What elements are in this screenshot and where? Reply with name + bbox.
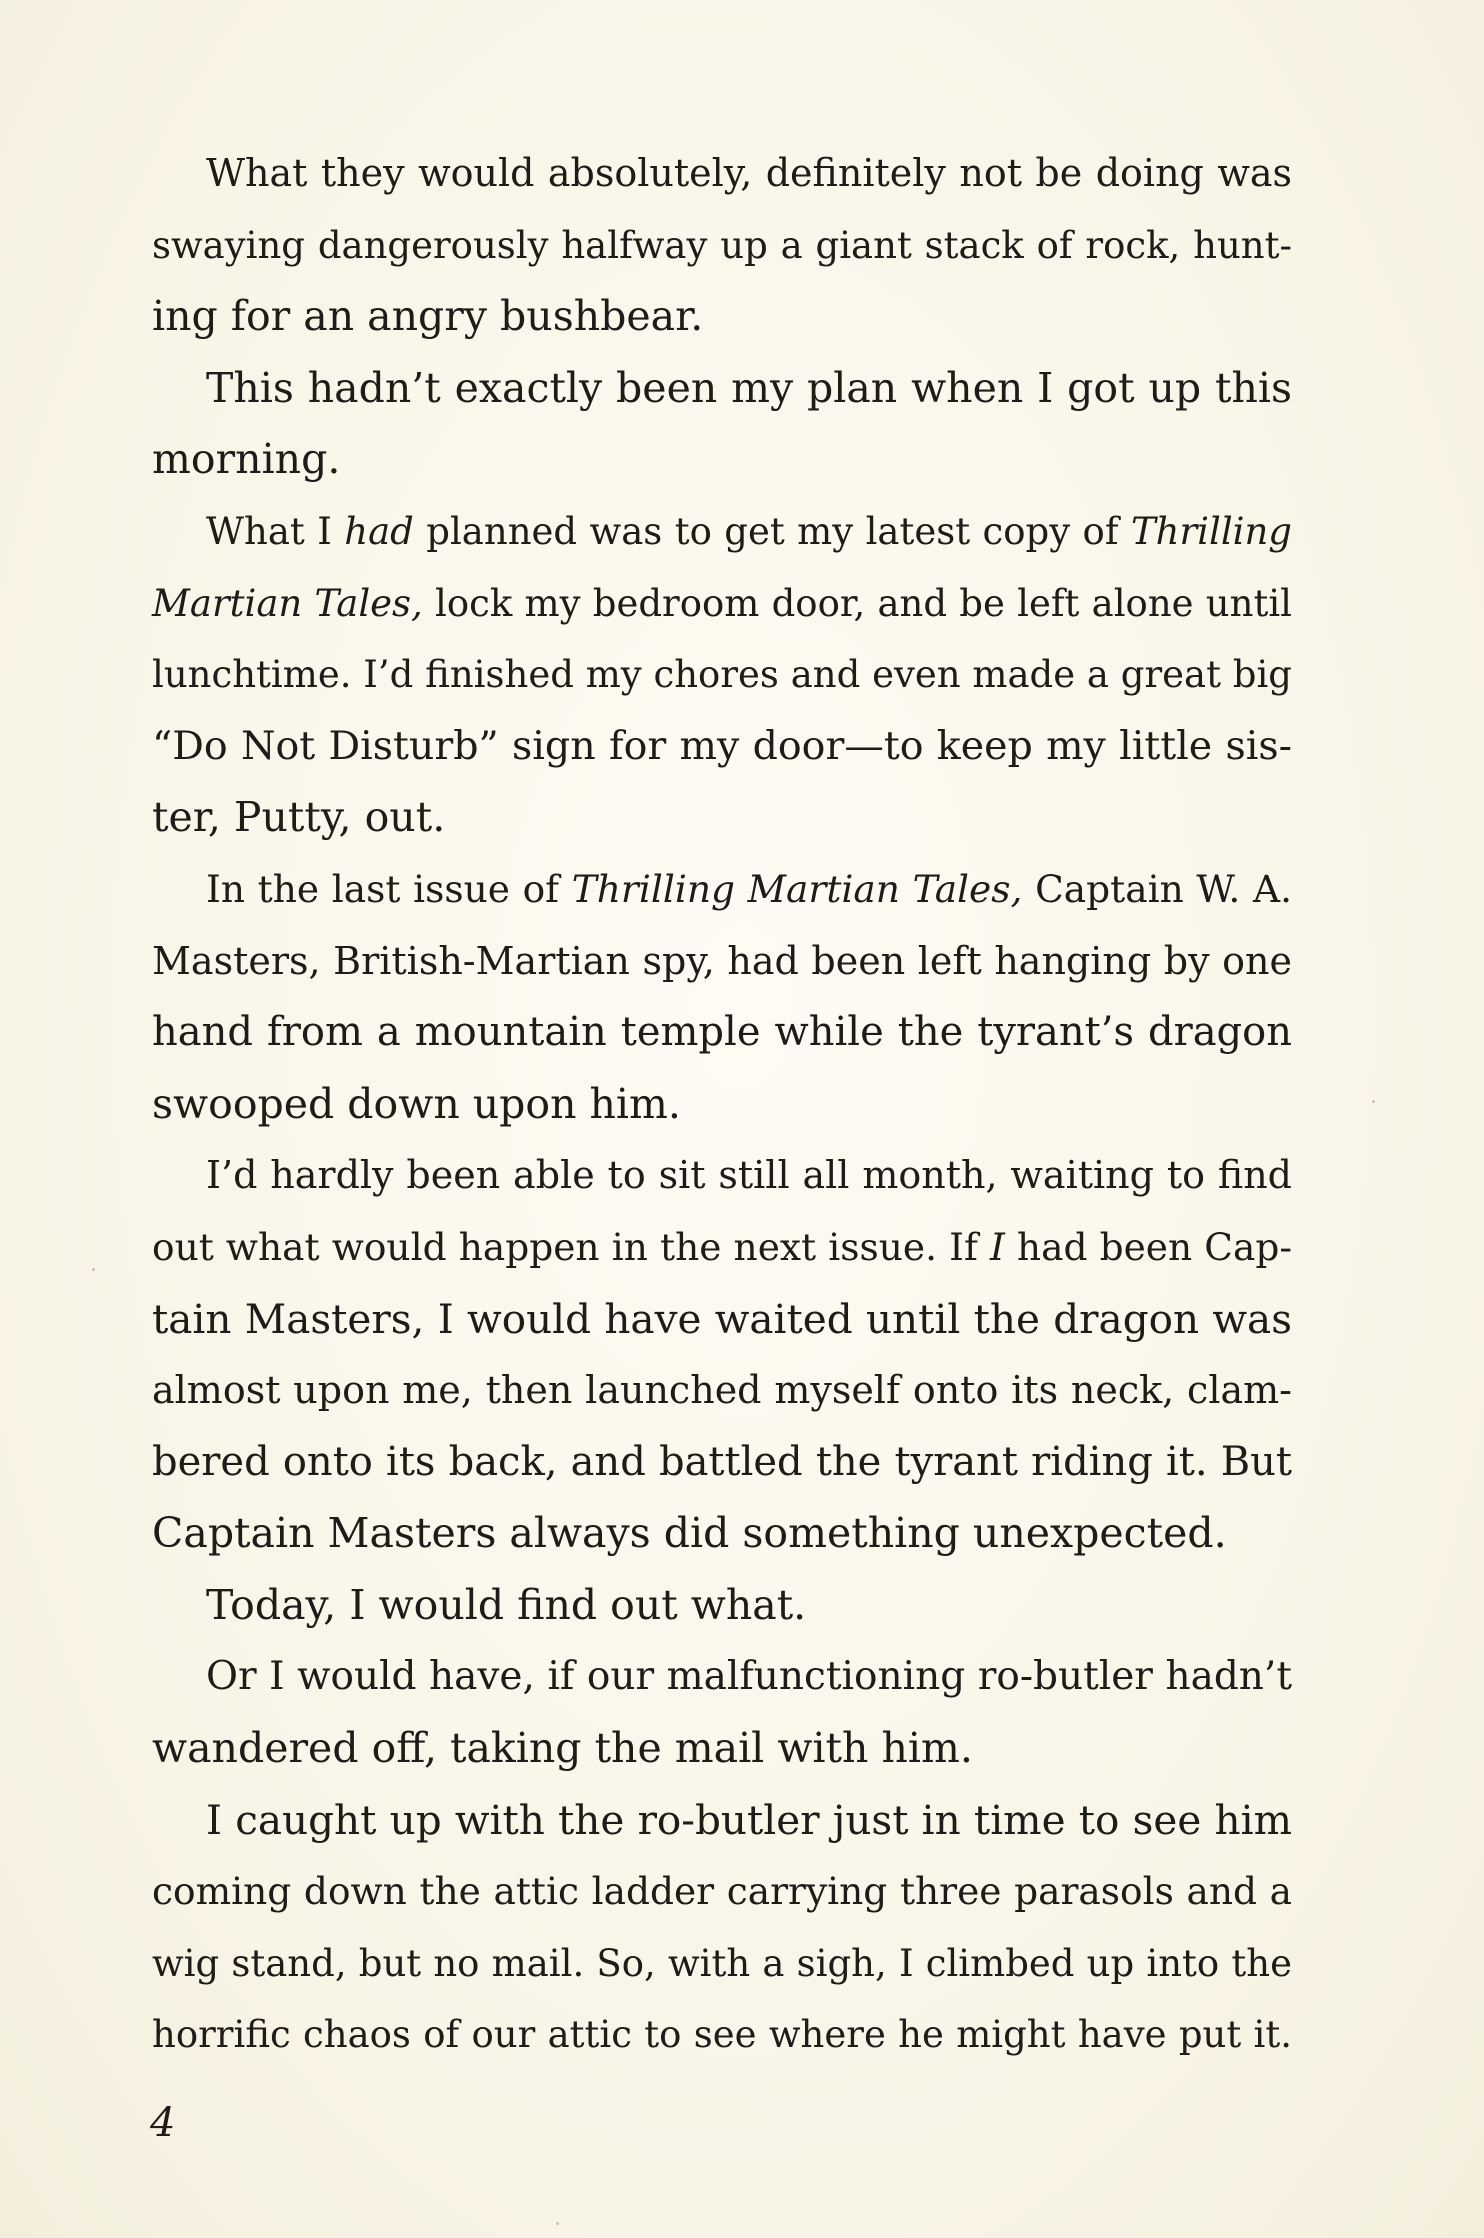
text-line: Masters, British-Martian spy, had been left hanging by one bbox=[152, 938, 1292, 983]
text-line: ing for an angry bushbear. bbox=[152, 292, 704, 341]
text-line: I’d hardly been able to sit still all month, waiting to find bbox=[206, 1153, 1292, 1198]
paper-speck bbox=[92, 1268, 95, 1271]
italic-text: Thrilling bbox=[1130, 509, 1292, 553]
page-number: 4 bbox=[150, 2100, 176, 2146]
text-line: hand from a mountain temple while the tyrant’s dragon bbox=[152, 1009, 1292, 1056]
italic-text: Thrilling Martian Tales, bbox=[571, 866, 1023, 911]
paper-speck bbox=[1372, 1100, 1375, 1103]
text-run: What I bbox=[206, 509, 345, 553]
text-line: This hadn’t exactly been my plan when I got up this bbox=[206, 363, 1292, 412]
text-line: swaying dangerously halfway up a giant stack of rock, hunt- bbox=[152, 223, 1292, 267]
text-line: I caught up with the ro-butler just in time to see him bbox=[206, 1795, 1292, 1844]
text-run: out what would happen in the next issue. If bbox=[152, 1224, 990, 1269]
text-line: wandered off, taking the mail with him. bbox=[152, 1724, 973, 1773]
text-line: bered onto its back, and battled the tyrant riding it. But bbox=[152, 1438, 1292, 1485]
text-line: “Do Not Disturb” sign for my door—to keep my little sis- bbox=[152, 722, 1292, 769]
text-line: Captain Masters always did something unexpected. bbox=[152, 1509, 1227, 1558]
text-line: Or I would have, if our malfunctioning ro-butler hadn’t bbox=[206, 1654, 1292, 1700]
text-line bbox=[152, 854, 1292, 926]
italic-text: had bbox=[344, 509, 414, 553]
text-run: lock my bedroom door, and be left alone until bbox=[422, 581, 1292, 625]
text-line: Today, I would find out what. bbox=[206, 1580, 807, 1629]
text-line bbox=[152, 568, 1292, 640]
text-line: horrific chaos of our attic to see where he might have put it. bbox=[152, 2013, 1292, 2057]
text-line: lunchtime. I’d finished my chores and even made a great big bbox=[152, 653, 1292, 697]
text-line: wig stand, but no mail. So, with a sigh, I climbed up into the bbox=[152, 1941, 1292, 1985]
body-text bbox=[152, 138, 1292, 2071]
text-line: coming down the attic ladder carrying three parasols and a bbox=[152, 1869, 1292, 1914]
text-run: In the last issue of bbox=[206, 866, 572, 911]
italic-text: Martian Tales, bbox=[152, 581, 423, 625]
text-run: had been Cap- bbox=[1004, 1224, 1292, 1269]
text-run: planned was to get my latest copy of bbox=[413, 509, 1131, 553]
text-line bbox=[152, 496, 1292, 568]
italic-text: I bbox=[989, 1224, 1005, 1269]
text-run: Captain W. A. bbox=[1022, 866, 1292, 911]
text-line: swooped down upon him. bbox=[152, 1079, 681, 1128]
text-line: almost upon me, then launched myself onto its neck, clam- bbox=[152, 1368, 1292, 1413]
text-line: tain Masters, I would have waited until the dragon was bbox=[152, 1294, 1292, 1343]
text-line: morning. bbox=[152, 435, 341, 484]
paper-speck bbox=[556, 2222, 559, 2225]
text-line: ter, Putty, out. bbox=[152, 793, 446, 842]
text-line: What they would absolutely, definitely not be doing was bbox=[206, 151, 1292, 195]
text-line bbox=[152, 1212, 1292, 1284]
